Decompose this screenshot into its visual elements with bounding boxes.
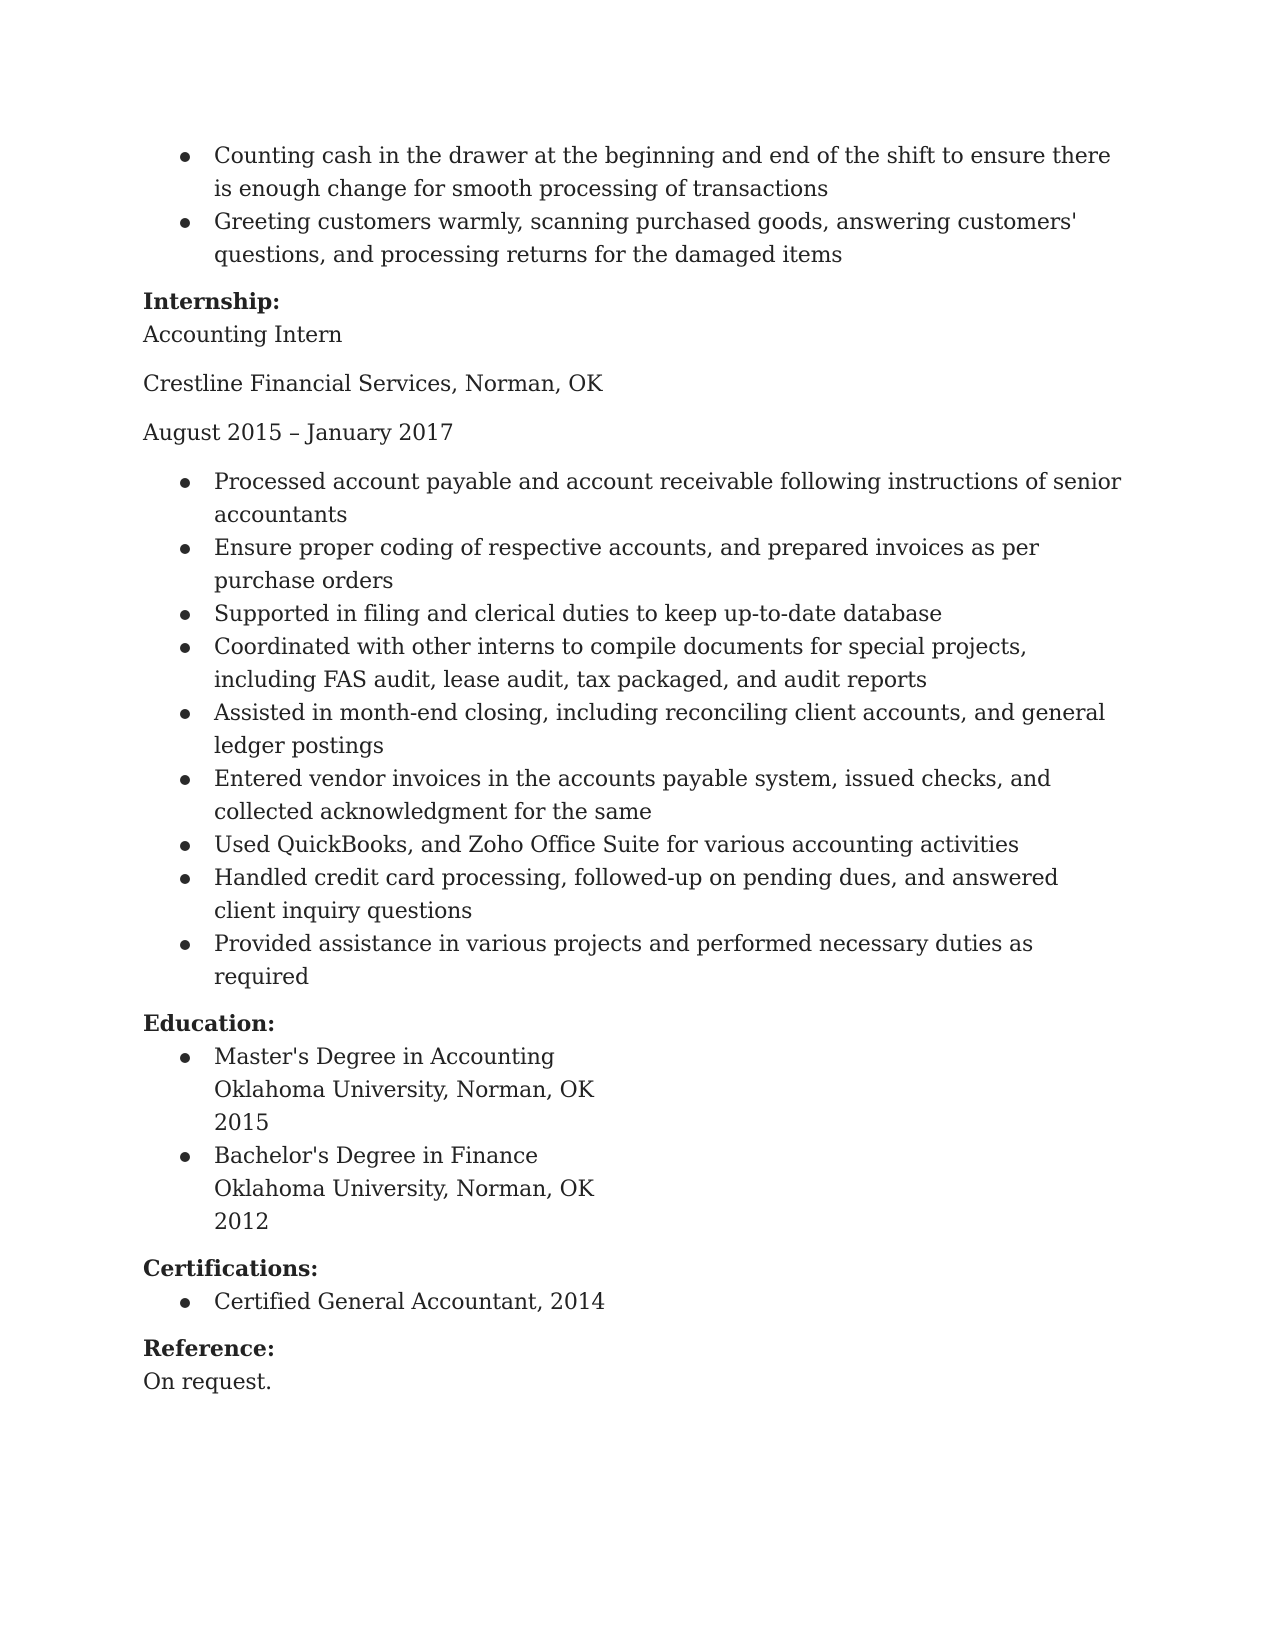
bullet-icon [180,775,190,785]
school-name: Oklahoma University, Norman, OK [214,1078,594,1103]
bullet-icon [180,544,190,554]
certifications-section [143,1253,1123,1319]
list-item: Coordinated with other interns to compile documents for special projects, including FAS audit, lease audit, tax packaged, and audit reports [214,631,1123,697]
resume-page [143,140,1123,1399]
bullet-icon [180,152,190,162]
list-item: Entered vendor invoices in the accounts payable system, issued checks, and collected acknowledgment for the same [214,763,1123,829]
bullet-icon [180,610,190,620]
section-heading: Internship: [143,289,281,315]
bullet-icon [180,709,190,719]
graduation-year: 2015 [214,1111,270,1136]
bullet-icon [180,218,190,228]
section-heading: Education: [143,1011,276,1037]
list-item: Used QuickBooks, and Zoho Office Suite for various accounting activities [214,829,1123,862]
school-name: Oklahoma University, Norman, OK [214,1177,594,1202]
certifications-list [143,1286,1123,1319]
list-item: Assisted in month-end closing, including reconciling client accounts, and general ledger postings [214,697,1123,763]
employment-dates: August 2015 – January 2017 [143,421,454,446]
graduation-year: 2012 [214,1210,270,1235]
list-item: Counting cash in the drawer at the beginning and end of the shift to ensure there is enough change for smooth processing of transactions [214,140,1123,206]
degree-name: Master's Degree in Accounting [214,1045,555,1070]
list-item: Processed account payable and account receivable following instructions of senior accountants [214,466,1123,532]
bullet-icon [180,1053,190,1063]
education-section [143,1008,1123,1239]
degree-name: Bachelor's Degree in Finance [214,1144,538,1169]
list-item: Ensure proper coding of respective accounts, and prepared invoices as per purchase orders [214,532,1123,598]
bullet-icon [180,1152,190,1162]
reference-text: On request. [143,1370,272,1395]
bullet-icon [180,940,190,950]
bullet-icon [180,874,190,884]
list-item: Supported in filing and clerical duties to keep up-to-date database [214,598,1123,631]
experience-duties-list [143,140,1123,272]
list-item: Handled credit card processing, followed-up on pending dues, and answered client inquiry questions [214,862,1123,928]
education-list [143,1041,1123,1239]
list-item [214,1041,1123,1140]
list-item: Provided assistance in various projects and performed necessary duties as required [214,928,1123,994]
job-title: Accounting Intern [143,323,343,348]
internship-duties-list [143,466,1123,994]
company-name: Crestline Financial Services, Norman, OK [143,372,603,397]
section-heading: Certifications: [143,1256,319,1282]
section-heading: Reference: [143,1336,275,1362]
internship-section [143,286,1123,994]
bullet-icon [180,1298,190,1308]
bullet-icon [180,643,190,653]
reference-section [143,1333,1123,1399]
list-item: Greeting customers warmly, scanning purchased goods, answering customers' questions, and processing returns for the damaged items [214,206,1123,272]
list-item: Certified General Accountant, 2014 [214,1286,1123,1319]
list-item [214,1140,1123,1239]
bullet-icon [180,478,190,488]
bullet-icon [180,841,190,851]
